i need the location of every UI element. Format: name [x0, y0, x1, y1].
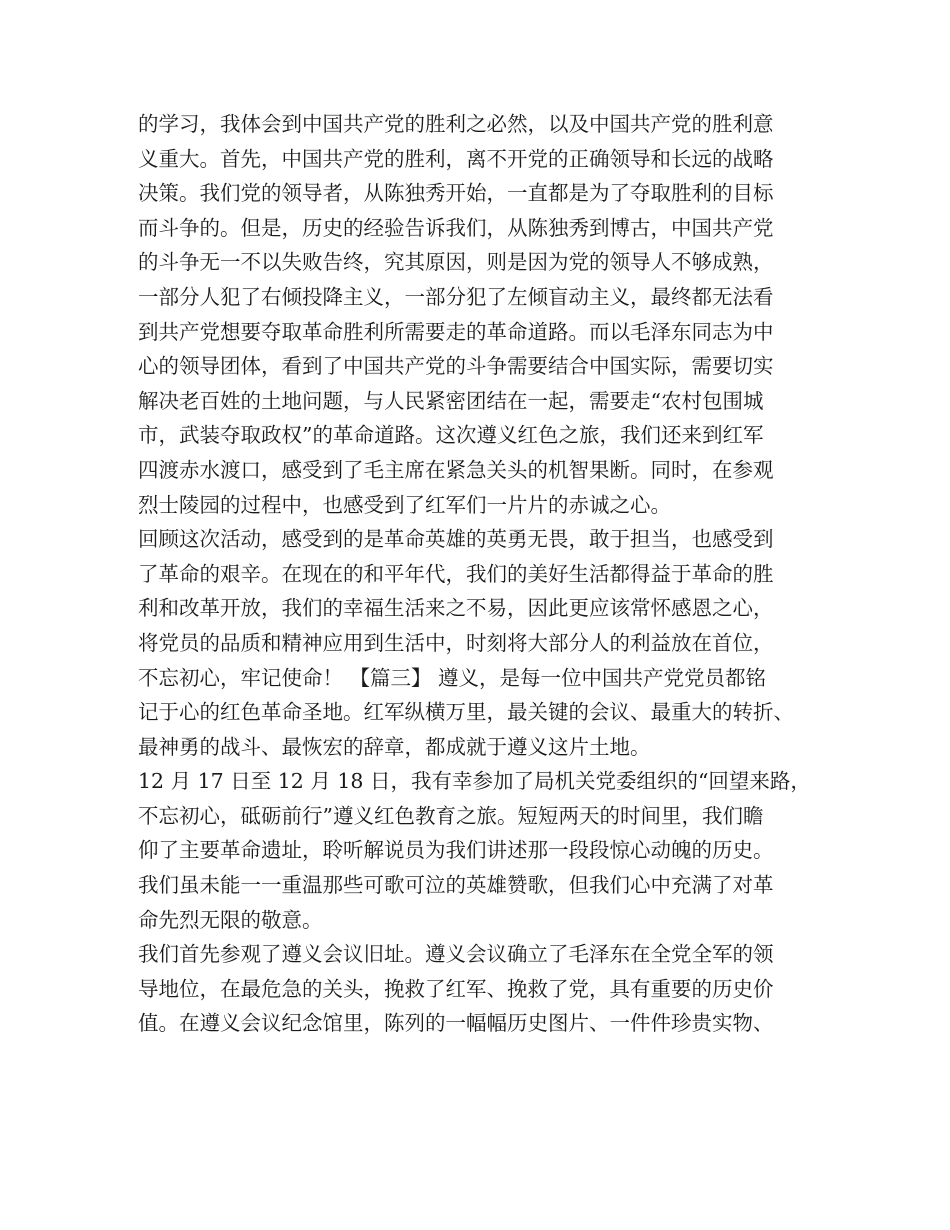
text-line: 回顾这次活动，感受到的是革命英雄的英勇无畏，敢于担当，也感受到 [138, 527, 774, 552]
text-line: 一部分人犯了右倾投降主义，一部分犯了左倾盲动主义，最终都无法看 [138, 284, 774, 309]
text-line: 的学习，我体会到中国共产党的胜利之必然，以及中国共产党的胜利意 [138, 112, 774, 136]
body-text [138, 107, 818, 1041]
text-line: 心的领导团体，看到了中国共产党的斗争需要结合中国实际，需要切实 [138, 354, 774, 379]
text-line: 四渡赤水渡口，感受到了毛主席在紧急关头的机智果断。同时，在参观 [138, 457, 774, 482]
text-line: 义重大。首先，中国共产党的胜利，离不开党的正确领导和长远的战略 [138, 146, 774, 171]
text-line: 我们虽未能一一重温那些可歌可泣的英雄赞歌，但我们心中充满了对革 [138, 873, 774, 898]
text-line: 市，武装夺取政权”的革命道路。这次遵义红色之旅，我们还来到红军 [138, 423, 764, 448]
text-line: 12 月 17 日至 12 月 18 日，我有幸参加了局机关党委组织的“回望来路， [138, 769, 811, 794]
text-line: 了革命的艰辛。在现在的和平年代，我们的美好生活都得益于革命的胜 [138, 561, 774, 586]
text-line: 决策。我们党的领导者，从陈独秀开始，一直都是为了夺取胜利的目标 [138, 181, 774, 206]
text-line: 利和改革开放，我们的幸福生活来之不易，因此更应该常怀感恩之心， [138, 596, 774, 621]
text-line: 命先烈无限的敬意。 [138, 907, 323, 932]
text-line: 值。在遵义会议纪念馆里，陈列的一幅幅历史图片、一件件珍贵实物、 [138, 1011, 774, 1036]
text-line: 而斗争的。但是，历史的经验告诉我们，从陈独秀到博古，中国共产党 [138, 215, 774, 240]
text-line: 仰了主要革命遗址，聆听解说员为我们讲述那一段段惊心动魄的历史。 [138, 838, 774, 863]
text-line: 烈士陵园的过程中，也感受到了红军们一片片的赤诚之心。 [138, 492, 671, 517]
text-line: 我们首先参观了遵义会议旧址。遵义会议确立了毛泽东在全党全军的领 [138, 942, 774, 967]
text-line: 的斗争无一不以失败告终，究其原因，则是因为党的领导人不够成熟， [138, 250, 774, 275]
text-line: 不忘初心，砥砺前行”遵义红色教育之旅。短短两天的时间里，我们瞻 [138, 803, 764, 828]
text-line: 将党员的品质和精神应用到生活中，时刻将大部分人的利益放在首位， [138, 630, 774, 655]
text-line: 不忘初心，牢记使命！ 【篇三】 遵义，是每一位中国共产党党员都铭 [138, 665, 767, 690]
text-line: 到共产党想要夺取革命胜利所需要走的革命道路。而以毛泽东同志为中 [138, 319, 774, 344]
text-line: 最神勇的战斗、最恢宏的辞章，都成就于遵义这片土地。 [138, 734, 651, 759]
text-line: 记于心的红色革命圣地。红军纵横万里，最关键的会议、最重大的转折、 [138, 700, 794, 725]
text-line: 解决老百姓的土地问题，与人民紧密团结在一起，需要走“农村包围城 [138, 388, 764, 413]
text-line: 导地位，在最危急的关头，挽救了红军、挽救了党，具有重要的历史价 [138, 976, 774, 1001]
